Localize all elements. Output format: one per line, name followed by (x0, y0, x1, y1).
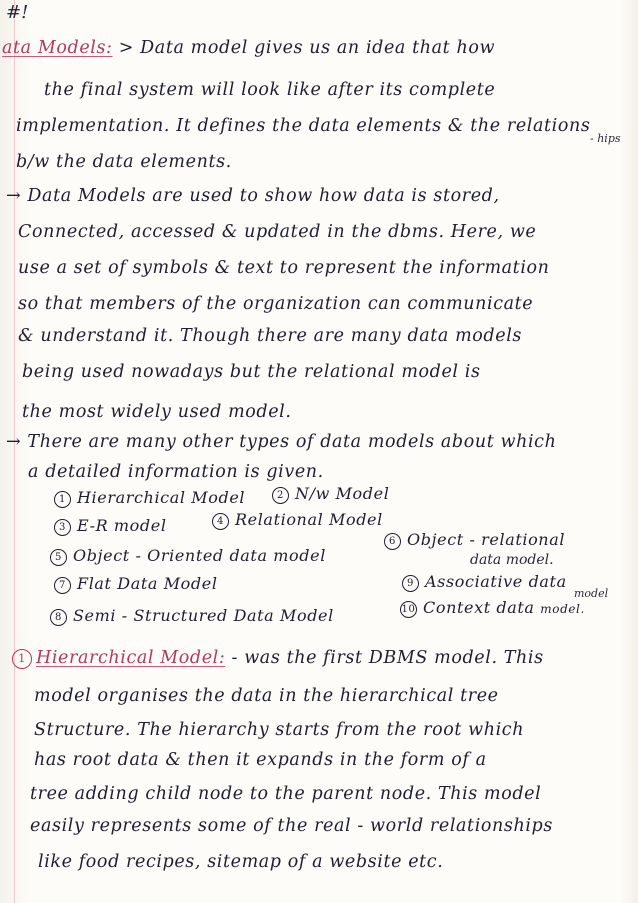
model-number: 2 (272, 487, 289, 504)
para3-line2: a detailed information is given. (28, 462, 324, 482)
model-label: Context data (423, 598, 535, 617)
para1-line1-text: > Data model gives us an idea that how (118, 38, 496, 58)
model-number: 4 (212, 513, 229, 530)
model-list-item (54, 574, 218, 594)
model6-wrap: data model. (470, 552, 554, 568)
section-line4: has root data & then it expands in the form of a (34, 750, 487, 770)
model-label: Object - Oriented data model (73, 546, 326, 565)
section-line5: tree adding child node to the parent node. This model (30, 784, 542, 804)
section-line7: like food recipes, sitemap of a website etc. (38, 852, 444, 872)
model-label: Associative data (425, 572, 567, 591)
model-list-item (400, 598, 585, 618)
model-list-item (212, 510, 383, 530)
section-line1 (12, 648, 544, 669)
para2-line4: so that members of the organization can communicate (18, 294, 534, 314)
para3-line1: → There are many other types of data models about which (6, 432, 557, 452)
model-number: 7 (54, 577, 71, 594)
model-label: Hierarchical Model (77, 488, 246, 507)
model10-suffix: model. (540, 602, 585, 616)
para2-line7: the most widely used model. (22, 402, 292, 422)
model-number: 5 (50, 549, 67, 566)
model-list-item (402, 572, 567, 592)
model-list-item (50, 606, 334, 626)
section-line1-text: - was the first DBMS model. This (231, 648, 544, 668)
model-list-item (54, 488, 245, 508)
para1-line4: b/w the data elements. (16, 152, 232, 172)
model-list-item (54, 516, 167, 536)
model-number: 8 (50, 609, 67, 626)
hierarchical-model-heading: Hierarchical Model: (36, 648, 226, 668)
para2-line2: Connected, accessed & updated in the dbms. Here, we (18, 222, 537, 242)
section-number: 1 (12, 649, 32, 669)
para1-line3-wrap: - hips (590, 132, 621, 145)
model-label: Object - relational (407, 530, 566, 549)
data-models-heading: ata Models: (2, 38, 113, 58)
para2-line1: → Data Models are used to show how data is stored, (6, 186, 500, 206)
para2-line5: & understand it. Though there are many data models (18, 326, 522, 346)
model-label: Relational Model (235, 510, 383, 529)
page-mark: #! (6, 2, 29, 23)
para1-line3: implementation. It defines the data elements & the relations (16, 116, 591, 136)
model-number: 6 (384, 533, 401, 550)
model-number: 3 (54, 519, 71, 536)
para1-line2: the final system will look like after its complete (44, 80, 496, 100)
model-number: 9 (402, 575, 419, 592)
model-label: Flat Data Model (77, 574, 218, 593)
model-list-item (50, 546, 326, 566)
model9-wrap: model (574, 587, 609, 600)
para2-line6: being used nowadays but the relational model is (22, 362, 481, 382)
section-line6: easily represents some of the real - world relationships (30, 816, 553, 836)
para2-line3: use a set of symbols & text to represent the information (18, 258, 550, 278)
model-number: 1 (54, 491, 71, 508)
model-list-item (272, 484, 389, 504)
model-label: N/w Model (295, 484, 390, 503)
model-label: E-R model (77, 516, 167, 535)
section-line3: Structure. The hierarchy starts from the root which (34, 720, 525, 740)
model-number: 10 (400, 601, 417, 618)
model-list-item (384, 530, 565, 550)
model-label: Semi - Structured Data Model (73, 606, 334, 625)
para1-line1 (2, 38, 495, 58)
section-line2: model organises the data in the hierarchical tree (34, 686, 499, 706)
